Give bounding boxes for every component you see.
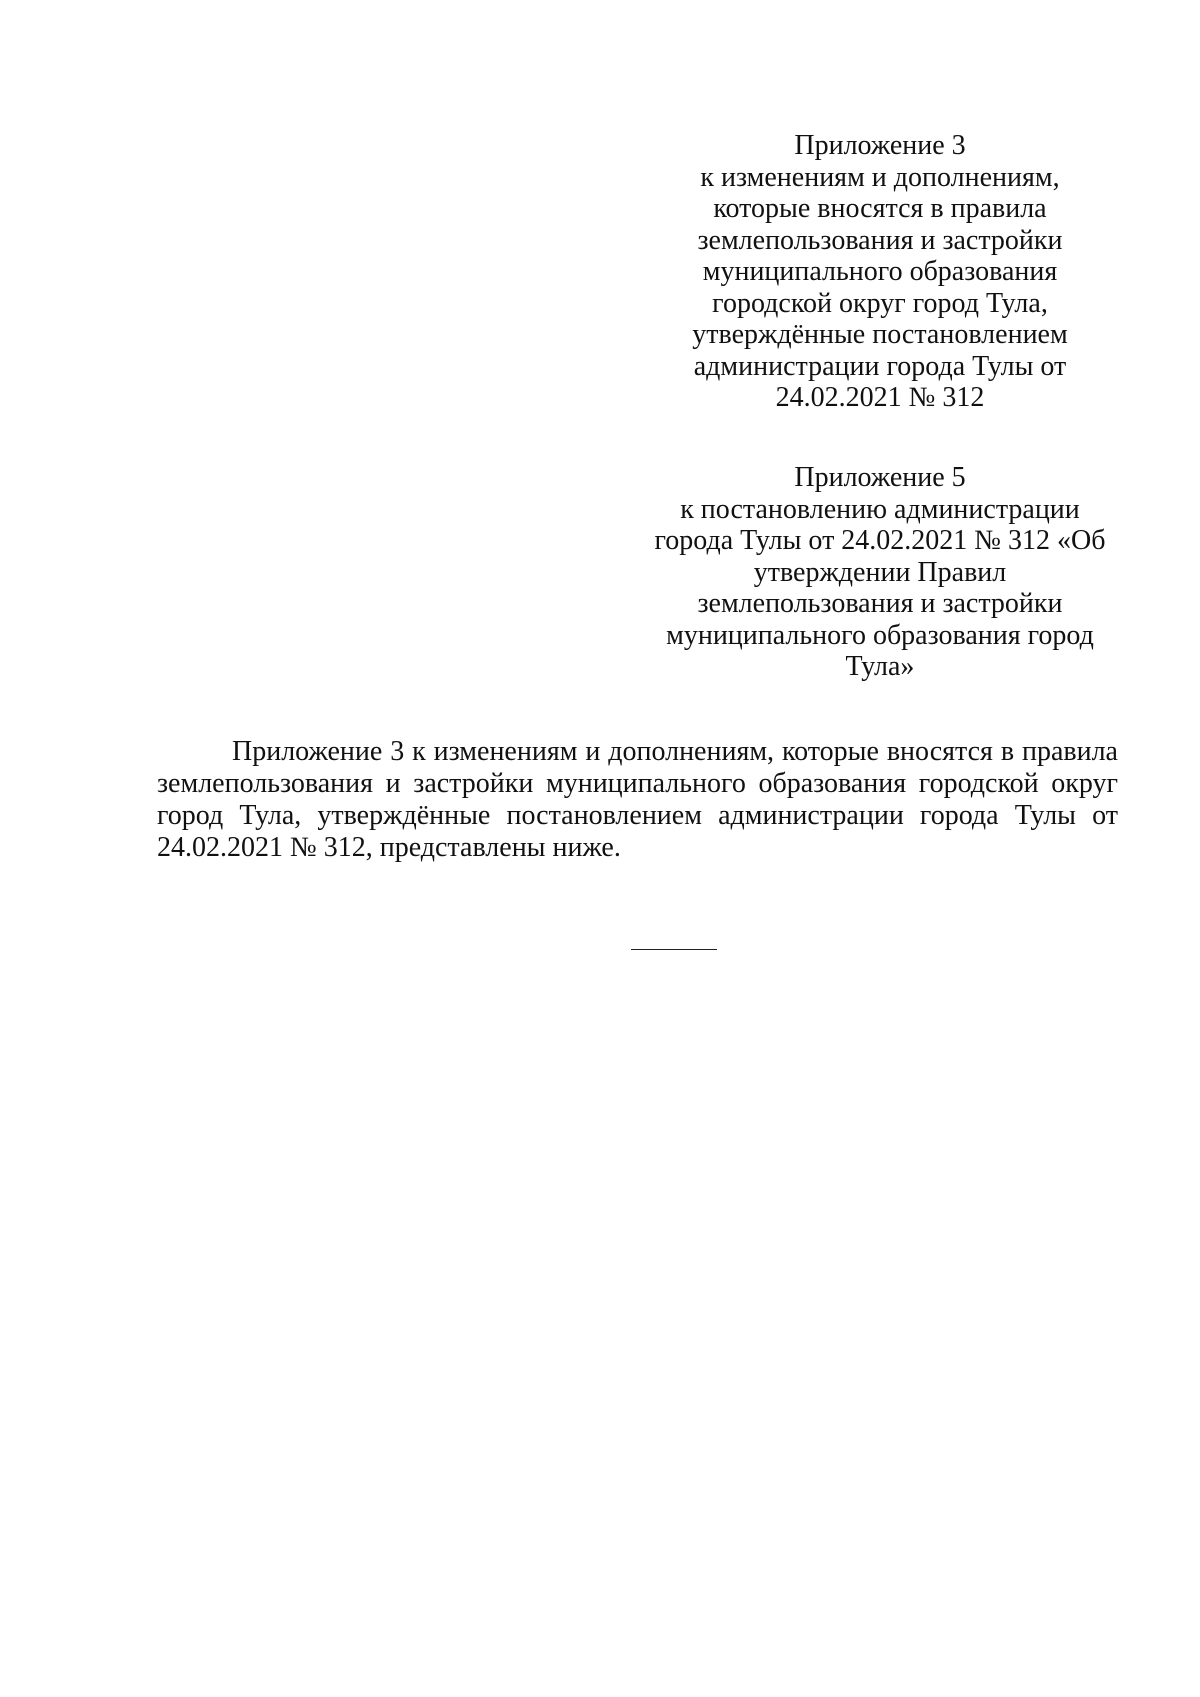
annex-3-line: Приложение 3 [794, 130, 966, 161]
end-divider [631, 949, 717, 950]
annex-5-line: землепользования и застройки [697, 588, 1063, 619]
annex-5-line: к постановлению администрации [680, 493, 1080, 525]
annex-3-line: утверждённые постановлением [692, 319, 1068, 350]
annex-3-line: которые вносятся в правила [713, 193, 1047, 224]
annex-5-line: Тула» [845, 651, 915, 682]
annex-3-line: городской округ город Тула, [712, 287, 1048, 319]
annex-5-line: утверждении Правил [753, 556, 1007, 588]
annex-5-header [580, 462, 1180, 683]
annex-3-line: 24.02.2021 № 312 [775, 382, 985, 413]
annex-3-line: к изменениям и дополнениям, [700, 161, 1060, 193]
annex-5-line: Приложение 5 [794, 462, 966, 493]
annex-3-line: администрации города Тулы от [693, 350, 1067, 382]
annex-5-line: муниципального образования город [666, 619, 1094, 651]
annex-3-header [600, 130, 1160, 414]
annex-3-line: муниципального образования [702, 256, 1058, 287]
body-paragraph: Приложение 3 к изменениям и дополнениям, которые вносятся в правила землепользования и застройки муниципального образования городской округ город Тула, утверждённые постановлением администрации города Тулы от 24.02.2021 № 312, представлены ниже. [157, 736, 1118, 863]
annex-5-line: города Тулы от 24.02.2021 № 312 «Об [654, 525, 1106, 556]
annex-3-line: землепользования и застройки [697, 224, 1063, 256]
